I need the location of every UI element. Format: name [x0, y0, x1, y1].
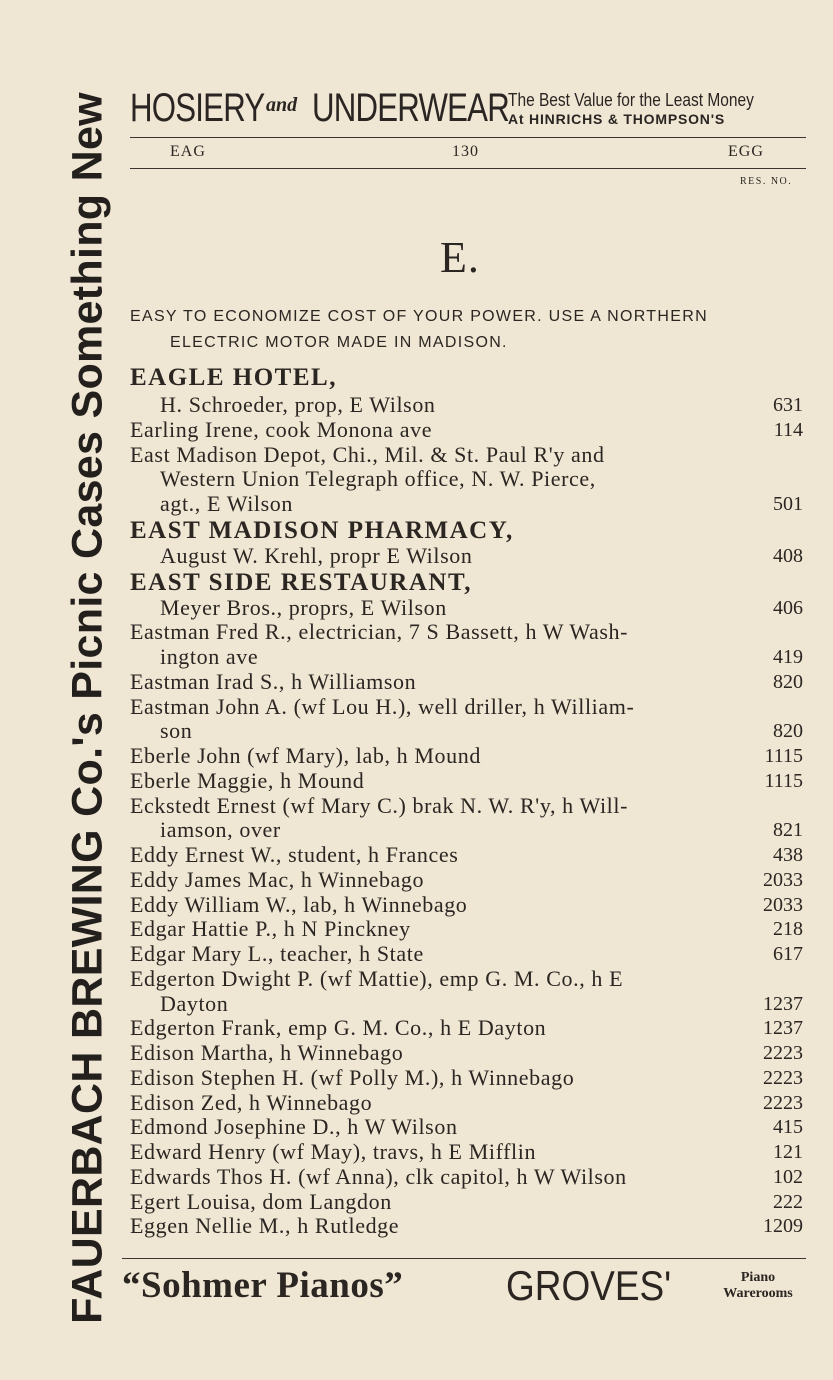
- footer-ad-warerooms: Warerooms: [723, 1286, 793, 1301]
- entry-line: [130, 868, 803, 893]
- residence-number: 1115: [764, 745, 803, 767]
- header-ad-ampersand: and: [266, 94, 298, 116]
- residence-number: 631: [773, 394, 803, 416]
- directory-entry: [130, 1016, 803, 1041]
- directory-entry: [130, 1066, 803, 1091]
- side-advertisement: [58, 90, 118, 1325]
- directory-entry: [130, 418, 803, 443]
- entry-text: Egert Louisa, dom Langdon: [130, 1188, 392, 1214]
- entry-line: [130, 544, 803, 569]
- entry-text: Eddy James Mac, h Winnebago: [130, 866, 425, 892]
- footer-advertisement: [122, 1262, 810, 1312]
- residence-number: 617: [773, 943, 803, 965]
- entry-line: [130, 719, 803, 744]
- directory-entry: [130, 1214, 803, 1239]
- directory-entry: [130, 670, 803, 695]
- entry-text: Edgerton Dwight P. (wf Mattie), emp G. M. Co., h E: [130, 965, 624, 991]
- entry-text: son: [160, 718, 193, 744]
- directory-entry: [130, 868, 803, 893]
- directory-entry: [130, 443, 803, 517]
- entry-line: [130, 645, 803, 670]
- header-ad-tagline: The Best Value for the Least Money: [508, 90, 754, 110]
- notice-line-1: EASY TO ECONOMIZE COST OF YOUR POWER. USE A NORTHERN: [130, 308, 708, 325]
- guide-word-right: EGG: [728, 143, 764, 160]
- footer-ad-piano: Piano: [740, 1270, 776, 1285]
- directory-entry: [130, 620, 803, 670]
- notice-line-2: ELECTRIC MOTOR MADE IN MADISON.: [170, 334, 508, 351]
- directory-entry: [130, 843, 803, 868]
- residence-number: 820: [773, 720, 803, 743]
- residence-number: 438: [773, 844, 803, 866]
- residence-number: 501: [773, 493, 803, 515]
- entry-text: Eddy William W., lab, h Winnebago: [130, 891, 468, 917]
- entry-line: [130, 1165, 803, 1190]
- entry-line: [130, 670, 803, 695]
- section-letter: E.: [440, 233, 480, 282]
- header-ad-store: At HINRICHS & THOMPSON'S: [508, 111, 725, 127]
- residence-number: 2223: [763, 1066, 803, 1089]
- directory-entry: [130, 1115, 803, 1140]
- entry-line: [130, 1066, 803, 1091]
- directory-entry: [130, 744, 803, 769]
- directory-entry: [130, 1091, 803, 1116]
- entry-text: Edmond Josephine D., h W Wilson: [130, 1114, 458, 1140]
- header-ad-underwear: UNDERWEAR: [312, 86, 509, 130]
- entry-text: Eddy Ernest W., student, h Frances: [130, 842, 459, 867]
- directory-entry: [130, 1140, 803, 1165]
- directory-listing: [130, 364, 803, 1239]
- side-ad-text: FAUERBACH BREWING Co.'s Picnic Cases Something New: [63, 91, 112, 1324]
- entry-text: H. Schroeder, prop, E Wilson: [160, 392, 436, 417]
- advertising-notice: [130, 304, 810, 356]
- entry-text: Eastman Irad S., h Williamson: [130, 668, 417, 694]
- residence-number: 2033: [763, 868, 803, 891]
- directory-entry: [130, 1190, 803, 1215]
- entry-text: Edison Stephen H. (wf Polly M.), h Winnebago: [130, 1064, 575, 1090]
- residence-number: 820: [773, 670, 803, 693]
- entry-line: [130, 1115, 803, 1140]
- entry-line: [130, 596, 803, 621]
- entry-text: Western Union Telegraph office, N. W. Pierce,: [160, 466, 596, 492]
- entry-line: [130, 418, 803, 443]
- entry-text: Edgar Mary L., teacher, h State: [130, 941, 424, 966]
- entry-text: Edison Zed, h Winnebago: [130, 1089, 373, 1115]
- directory-entry: [130, 695, 803, 745]
- business-heading: EAST SIDE RESTAURANT,: [130, 568, 473, 596]
- entry-line: [130, 917, 803, 942]
- residence-number: 218: [773, 918, 803, 941]
- entry-line: [130, 1041, 803, 1066]
- entry-text: Eastman John A. (wf Lou H.), well driller, h William-: [130, 693, 635, 719]
- entry-text: Eggen Nellie M., h Rutledge: [130, 1213, 400, 1239]
- residence-number: 415: [773, 1116, 803, 1139]
- business-heading: EAGLE HOTEL,: [130, 364, 337, 391]
- entry-text: Eberle Maggie, h Mound: [130, 767, 365, 793]
- residence-number: 1209: [763, 1215, 803, 1238]
- entry-line: [130, 695, 803, 720]
- residence-number: 408: [773, 544, 803, 567]
- residence-number: 121: [773, 1141, 803, 1163]
- residence-number: 222: [773, 1190, 803, 1213]
- header-rule-top: [130, 137, 806, 138]
- entry-text: Eberle John (wf Mary), lab, h Mound: [130, 743, 481, 768]
- directory-entry: [130, 364, 803, 418]
- entry-line: [130, 492, 803, 517]
- entry-line: [130, 843, 803, 868]
- directory-entry: [130, 794, 803, 844]
- directory-entry: [130, 942, 803, 967]
- directory-entry: [130, 1165, 803, 1190]
- header-advertisement: [130, 84, 810, 134]
- footer-ad-groves: GROVES': [506, 1262, 672, 1309]
- guide-word-left: EAG: [170, 143, 206, 160]
- directory-entry: [130, 967, 803, 1017]
- entry-text: Dayton: [160, 990, 229, 1016]
- residence-number: 102: [773, 1165, 803, 1188]
- residence-number: 1237: [763, 1017, 803, 1040]
- residence-number: 1237: [763, 992, 803, 1015]
- footer-ad-sohmer: “Sohmer Pianos”: [122, 1265, 404, 1306]
- directory-entry: [130, 569, 803, 621]
- footer-rule: [122, 1258, 806, 1259]
- entry-line: [130, 1016, 803, 1041]
- entry-line: [130, 1190, 803, 1215]
- directory-entry: [130, 893, 803, 918]
- entry-line: [130, 942, 803, 967]
- entry-line: [130, 1091, 803, 1116]
- entry-text: agt., E Wilson: [160, 491, 293, 516]
- entry-line: [130, 744, 803, 769]
- entry-text: Edward Henry (wf May), travs, h E Mifflin: [130, 1139, 537, 1164]
- directory-entry: [130, 917, 803, 942]
- entry-line: [130, 769, 803, 794]
- entry-line: [130, 1214, 803, 1239]
- footer-ad-piano-warerooms: [708, 1270, 808, 1302]
- residence-number: 2033: [763, 893, 803, 916]
- entry-text: Edgerton Frank, emp G. M. Co., h E Dayton: [130, 1015, 547, 1041]
- entry-line: [130, 794, 803, 819]
- entry-text: Earling Irene, cook Monona ave: [130, 416, 433, 442]
- page-number: 130: [452, 143, 479, 160]
- residence-number: 114: [773, 418, 803, 441]
- res-no-label: RES. NO.: [740, 176, 793, 187]
- residence-number: 2223: [763, 1042, 803, 1064]
- entry-line: [130, 818, 803, 843]
- directory-entry: [130, 769, 803, 794]
- entry-text: Eckstedt Ernest (wf Mary C.) brak N. W. R'y, h Will-: [130, 792, 629, 818]
- entry-line: [130, 967, 803, 992]
- entry-text: Edgar Hattie P., h N Pinckney: [130, 916, 411, 942]
- entry-line: [130, 1140, 803, 1165]
- residence-number: 821: [773, 819, 803, 842]
- business-heading: EAST MADISON PHARMACY,: [130, 516, 514, 544]
- entry-line: [130, 893, 803, 918]
- header-rule-bottom: [130, 168, 806, 169]
- entry-text: ington ave: [160, 644, 259, 669]
- residence-number: 2223: [763, 1091, 803, 1114]
- entry-text: Meyer Bros., proprs, E Wilson: [160, 594, 447, 620]
- residence-number: 406: [773, 596, 803, 619]
- directory-entry: [130, 1041, 803, 1066]
- entry-line: [130, 393, 803, 418]
- residence-number: 1115: [764, 769, 803, 792]
- entry-line: [130, 443, 803, 468]
- entry-text: iamson, over: [160, 817, 281, 843]
- residence-number: 419: [773, 646, 803, 668]
- entry-text: East Madison Depot, Chi., Mil. & St. Paul R'y and: [130, 441, 605, 467]
- entry-text: Eastman Fred R., electrician, 7 S Bassett, h W Wash-: [130, 619, 629, 645]
- directory-entry: [130, 517, 803, 569]
- entry-line: [130, 992, 803, 1017]
- entry-text: Edwards Thos H. (wf Anna), clk capitol, h W Wilson: [130, 1163, 627, 1189]
- entry-line: [130, 467, 803, 492]
- header-ad-hosiery: HOSIERY: [130, 86, 265, 130]
- entry-line: [130, 620, 803, 645]
- entry-text: August W. Krehl, propr E Wilson: [160, 542, 473, 568]
- entry-text: Edison Martha, h Winnebago: [130, 1040, 404, 1065]
